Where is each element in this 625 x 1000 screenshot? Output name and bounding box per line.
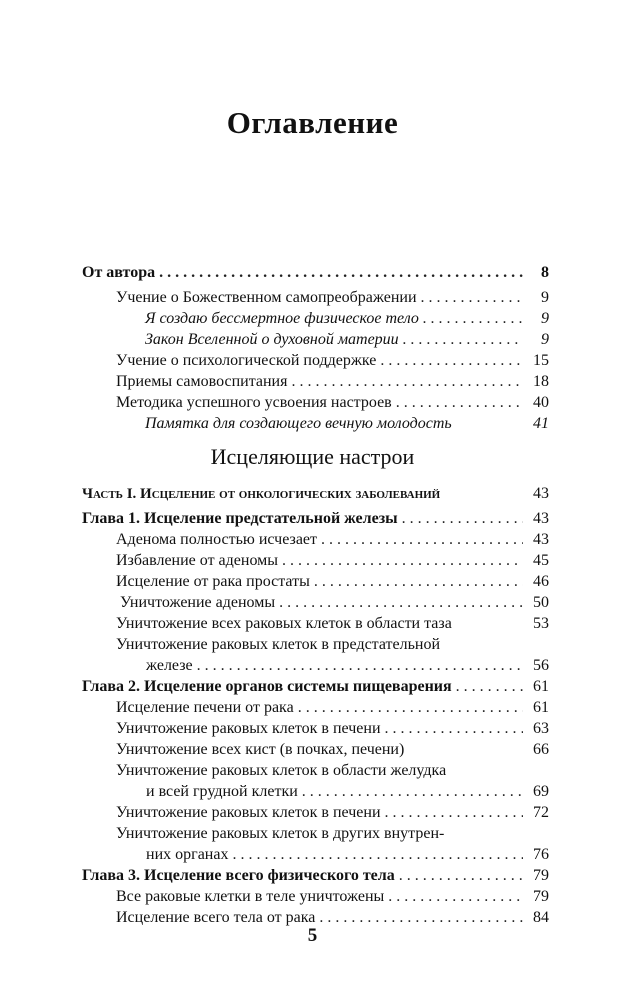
toc-entry	[116, 529, 549, 551]
toc-entry-page: 56	[533, 657, 549, 674]
toc-entry	[116, 371, 549, 393]
toc-leader	[298, 697, 523, 719]
toc-entry-page: 15	[533, 352, 549, 369]
toc-entry-page: 66	[533, 741, 549, 758]
toc-leader	[380, 350, 523, 372]
toc-entry-page: 72	[533, 804, 549, 821]
toc-entry-title: Учение о Божественном самопреображении	[116, 289, 417, 306]
toc-entry-title-line1: Уничтожение раковых клеток в области желудка	[116, 762, 447, 779]
toc-entry-title: От автора	[82, 264, 156, 281]
toc-leader	[314, 571, 523, 593]
toc-entry-title: Исцеление от рака простаты	[116, 573, 310, 590]
toc-entry-page: 69	[533, 783, 549, 800]
toc-leader	[159, 262, 523, 284]
toc-entry-title: Глава 1. Исцеление предстательной железы	[82, 510, 398, 527]
toc-entry	[116, 802, 549, 824]
toc-entry-title: Уничтожение всех раковых клеток в области таза	[116, 615, 452, 632]
toc-entry-title: Уничтожение раковых клеток в печени	[116, 720, 381, 737]
toc-leader	[388, 886, 523, 908]
toc-entry	[120, 592, 549, 614]
toc-entry-page: 79	[533, 888, 549, 905]
toc-entry-title: Методика успешного усвоения настроев	[116, 394, 392, 411]
toc-entry-title: Глава 2. Исцеление органов системы пищеварения	[82, 678, 452, 695]
toc-entry-page: 41	[533, 415, 549, 432]
toc-entry-title: Исцеление всего тела от рака	[116, 909, 316, 926]
toc-leader	[291, 371, 523, 393]
toc-leader	[402, 508, 523, 530]
toc-entry-title-line1: Уничтожение раковых клеток в других внутрен-	[116, 825, 445, 842]
toc-entry-page: 45	[533, 552, 549, 569]
toc-part-entry	[82, 483, 549, 505]
toc-entry-page: 63	[533, 720, 549, 737]
toc-leader	[279, 592, 523, 614]
section-title: Исцеляющие настрои	[210, 444, 415, 469]
toc-chapter-entry	[82, 508, 549, 530]
toc-leader	[197, 655, 523, 677]
toc-entry	[116, 613, 549, 635]
toc-entry	[146, 781, 549, 803]
toc-entry	[145, 413, 549, 435]
toc-entry-page: 43	[533, 531, 549, 548]
toc-chapter-entry	[82, 865, 549, 887]
toc-entry-title: Глава 3. Исцеление всего физического тела	[82, 867, 395, 884]
toc-entry-title: Я создаю бессмертное физическое тело	[145, 310, 419, 327]
toc-entry-title-line1: Уничтожение раковых клеток в предстательной	[116, 636, 441, 653]
toc-entry	[116, 550, 549, 572]
toc-entry-title: Закон Вселенной о духовной материи	[145, 331, 399, 348]
toc-entry-title: Все раковые клетки в теле уничтожены	[116, 888, 385, 905]
toc-entry-title-line2: и всей грудной клетки	[146, 783, 298, 800]
toc-entry-title: Исцеление печени от рака	[116, 699, 294, 716]
toc-entry-title-line2: них органах	[146, 846, 229, 863]
toc-entry-title: Уничтожение аденомы	[120, 594, 276, 611]
toc-leader	[399, 865, 523, 887]
toc-entry-page: 61	[533, 678, 549, 695]
toc-entry-page: 43	[533, 485, 549, 502]
toc-entry	[116, 718, 549, 740]
toc-entry-page: 53	[533, 615, 549, 632]
toc-leader	[396, 392, 523, 414]
toc-entry-title: Уничтожение раковых клеток в печени	[116, 804, 381, 821]
toc-entry-page: 61	[533, 699, 549, 716]
toc-leader	[321, 529, 523, 551]
toc-entry	[145, 308, 549, 330]
toc-entry-title: Приемы самовоспитания	[116, 373, 288, 390]
toc-entry-title: Памятка для создающего вечную молодость	[145, 415, 452, 432]
toc-entry	[116, 392, 549, 414]
toc-leader	[385, 802, 523, 824]
toc-entry	[116, 350, 549, 372]
toc-leader	[421, 287, 524, 309]
toc-leader	[456, 676, 523, 698]
toc-entry	[146, 844, 549, 866]
toc-leader	[232, 844, 523, 866]
toc-entry-page: 18	[533, 373, 549, 390]
toc-entry-page: 43	[533, 510, 549, 527]
toc-entry-title: Часть I. Исцеление от онкологических заболеваний	[82, 486, 441, 502]
toc-entry-page: 9	[541, 310, 549, 327]
toc-entry-title: Аденома полностью исчезает	[116, 531, 318, 548]
toc-entry-page: 50	[533, 594, 549, 611]
toc-entry-page: 46	[533, 573, 549, 590]
toc-entry-title: Уничтожение всех кист (в почках, печени)	[116, 741, 405, 758]
toc-entry	[116, 571, 549, 593]
toc-leader	[302, 781, 523, 803]
toc-entry	[116, 886, 549, 908]
toc-chapter-entry	[82, 676, 549, 698]
toc-leader	[282, 550, 523, 572]
toc-entry-page: 9	[541, 289, 549, 306]
toc-entry-page: 9	[541, 331, 549, 348]
toc-entry-page: 8	[541, 264, 549, 281]
page-title: Оглавление	[226, 105, 399, 140]
toc-entry-page: 40	[533, 394, 549, 411]
toc-entry	[116, 287, 549, 309]
toc-entry-title-line2: железе	[146, 657, 193, 674]
toc-entry	[116, 739, 549, 761]
toc-entry-page: 79	[533, 867, 549, 884]
toc-entry	[82, 262, 549, 284]
toc-entry-page: 84	[533, 909, 549, 926]
toc-entry-title: Избавление от аденомы	[116, 552, 279, 569]
toc-leader	[423, 308, 523, 330]
page-number: 5	[307, 925, 318, 946]
toc-entry-title: Учение о психологической поддержке	[116, 352, 377, 369]
toc-entry	[145, 329, 549, 351]
toc-entry-page: 76	[533, 846, 549, 863]
toc-entry	[116, 697, 549, 719]
toc-leader	[385, 718, 523, 740]
toc-leader	[403, 329, 523, 351]
toc-entry	[146, 655, 549, 677]
